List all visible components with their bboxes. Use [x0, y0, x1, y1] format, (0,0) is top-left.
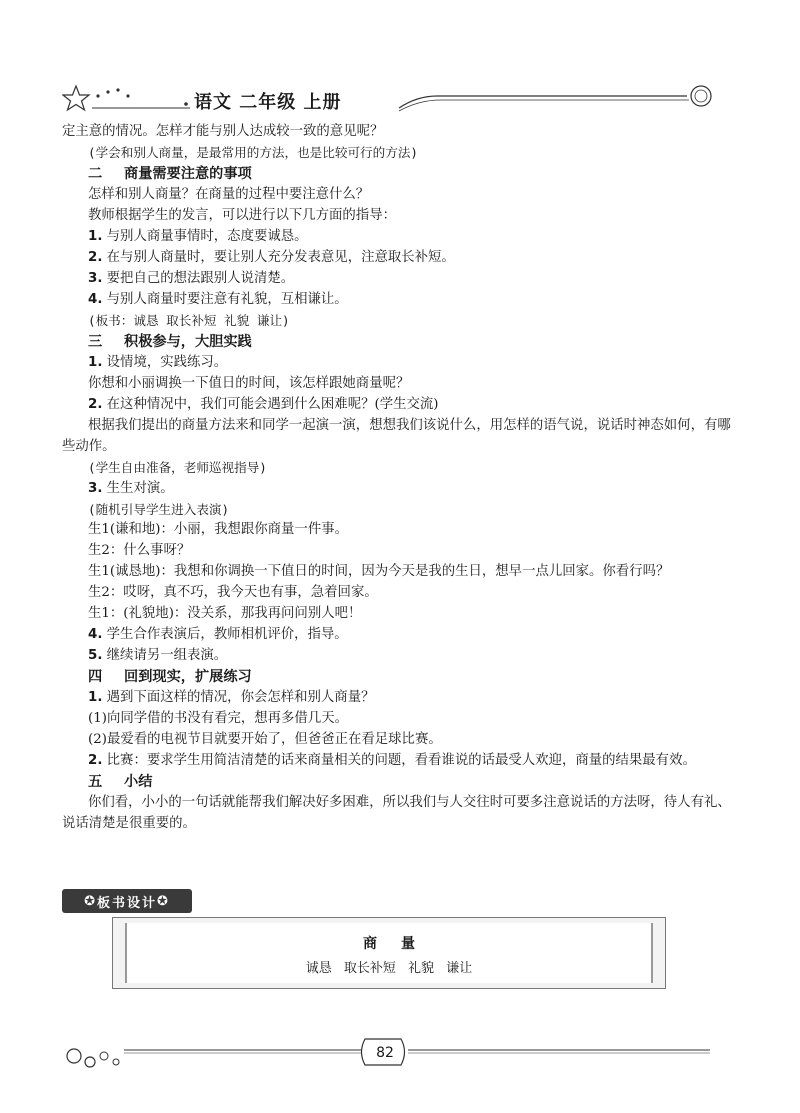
star-icon: ✪: [157, 893, 170, 909]
lesson-content: [62, 122, 738, 835]
dialogue-line: 生2：什么事呀？: [88, 543, 191, 559]
list-item: 4. 学生合作表演后，教师相机评价，指导。: [88, 626, 348, 642]
page-header: [62, 82, 712, 116]
star-decoration-icon: [62, 82, 192, 116]
list-item: 2. 在与别人商量时，要让别人充分发表意见，注意取长补短。: [88, 250, 455, 266]
note: (随机引导学生进入表演): [88, 501, 230, 517]
paragraph: 怎样和别人商量？在商量的过程中要注意什么？: [88, 187, 370, 203]
note: (学生自由准备，老师巡视指导): [88, 459, 267, 475]
list-item: 1. 设情境，实践练习。: [88, 355, 228, 371]
list-item: 4. 与别人商量时要注意有礼貌，互相谦让。: [88, 291, 348, 307]
list-item: 3. 要把自己的想法跟别人说清楚。: [88, 270, 295, 286]
dialogue-line: 生1(谦和地)：小丽，我想跟你商量一件事。: [88, 522, 348, 538]
paragraph: 你们看，小小的一句话就能帮我们解决好多困难，所以我们与人交往时可要多注意说话的方法呀，待人有礼、说话清楚是很重要的。: [62, 795, 731, 832]
list-item: 1. 遇到下面这样的情况，你会怎样和别人商量？: [88, 690, 375, 706]
paragraph: 定主意的情况。怎样才能与别人达成较一致的意见呢？: [62, 124, 384, 139]
list-item: 2. 比赛：要求学生用简洁清楚的话来商量相关的问题，看看谁说的话最受人欢迎，商量的结果最有效。: [88, 752, 696, 768]
board-keywords: 诚恳 取长补短 礼貌 谦让: [305, 961, 473, 976]
subject-title: 语文 二年级 上册: [194, 92, 342, 113]
star-icon: ✪: [84, 893, 97, 909]
dialogue-line: 生2：哎呀，真不巧，我今天也有事，急着回家。: [88, 585, 378, 601]
note: (学会和别人商量，是最常用的方法，也是比较可行的方法): [88, 144, 419, 160]
dialogue-line: 生1：(礼貌地)：没关系，那我再问问别人吧！: [88, 606, 362, 622]
list-item: 2. 在这种情况中，我们可能会遇到什么困难呢？(学生交流): [88, 396, 439, 412]
blackboard-design: [112, 917, 666, 989]
paragraph: 根据我们提出的商量方法来和同学一起演一演，想想我们该说什么，用怎样的语气说，说话时神态如何，有哪些动作。: [62, 417, 731, 454]
board-title: 商量: [363, 936, 439, 952]
section-heading-2: 二 商量需要注意的事项: [88, 165, 252, 182]
section-heading-5: 五 小结: [88, 773, 153, 790]
paragraph: 你想和小丽调换一下值日的时间，该怎样跟她商量呢？: [88, 376, 410, 392]
board-surface: [125, 923, 653, 983]
board-design-banner: [62, 889, 192, 913]
section-heading-3: 三 积极参与，大胆实践: [88, 333, 252, 350]
banner-label: 板书设计: [96, 895, 157, 911]
section-heading-4: 四 回到现实，扩展练习: [88, 668, 252, 685]
page-footer: [62, 1036, 712, 1086]
page-number: 82: [376, 1045, 394, 1061]
list-item: 1. 与别人商量事情时，态度要诚恳。: [88, 229, 308, 245]
sub-item: (2)最爱看的电视节目就要开始了，但爸爸正在看足球比赛。: [88, 732, 442, 748]
dialogue-line: 生1(诚恳地)：我想和你调换一下值日的时间，因为今天是我的生日，想早一点儿回家。你看行吗？: [88, 564, 670, 580]
header-rule-decoration: [397, 82, 717, 116]
list-item: 3. 生生对演。: [88, 480, 174, 496]
note: (板书：诚恳 取长补短 礼貌 谦让): [88, 312, 290, 328]
list-item: 5. 继续请另一组表演。: [88, 647, 228, 663]
sub-item: (1)向同学借的书没有看完，想再多借几天。: [88, 711, 348, 727]
paragraph: 教师根据学生的发言，可以进行以下几方面的指导：: [88, 208, 396, 224]
